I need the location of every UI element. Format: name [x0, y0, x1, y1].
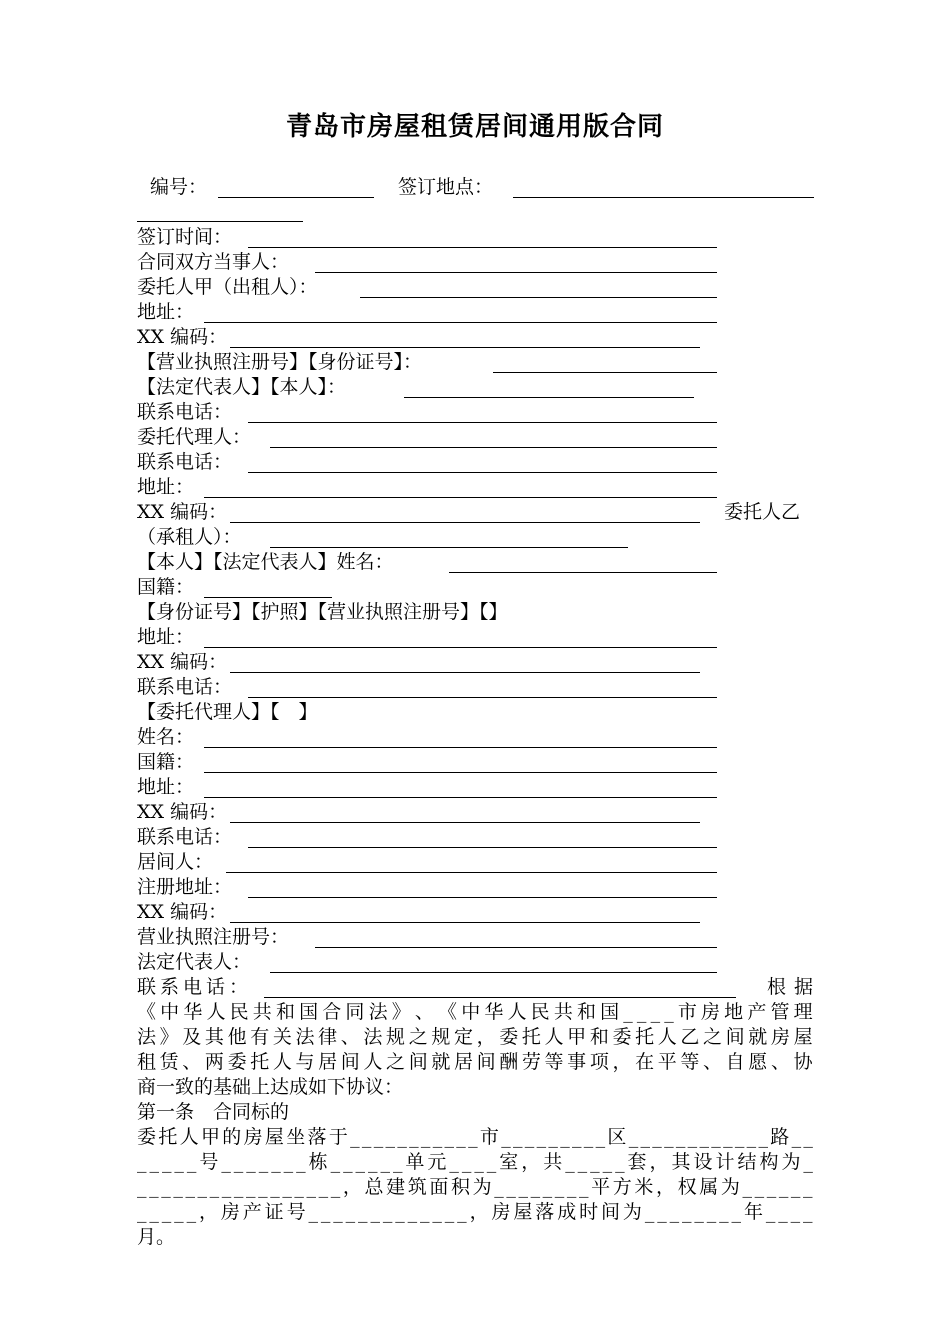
party-b-label-end: （承租人）：	[137, 526, 242, 548]
broker-rep-label: 法定代表人：	[137, 951, 252, 973]
article1-heading: 第一条 合同标的	[137, 1101, 290, 1123]
broker-license-label: 营业执照注册号：	[137, 926, 290, 948]
zip-a-label: XX 编码：	[137, 326, 228, 348]
article1-line4: _ _ _ _ _ ， 房 产 证 号 _ _ _ _ _ _ _ _ _ _ _ _ _ ， 房 屋 落 成 时 间 为 _ _ _ _ _ _ _ _ 年 _ _ _ _	[137, 1201, 813, 1223]
address-b-label: 地址：	[137, 626, 195, 648]
phone-agent-a-label: 联系电话：	[137, 451, 233, 473]
article1-line3: _ _ _ _ _ _ _ _ _ _ _ _ _ _ _ _ _ ， 总 建 筑 面 积 为 _ _ _ _ _ _ _ _ 平 方 米 ， 权 属 为 _ _ _ _ _ _	[137, 1176, 813, 1198]
agent-b-name-label: 姓名：	[137, 726, 195, 748]
number-blank[interactable]	[218, 196, 374, 198]
nation-b-blank[interactable]	[204, 596, 332, 598]
agent-b-label: 【委托代理人】【 】	[137, 701, 318, 723]
party-b-label-start: 委托人乙	[724, 501, 801, 523]
broker-rep-blank[interactable]	[270, 971, 717, 973]
name-b-blank[interactable]	[449, 571, 717, 573]
agent-a-label: 委托代理人：	[137, 426, 252, 448]
article1-line1: 委 托 人 甲 的 房 屋 坐 落 于 _ _ _ _ _ _ _ _ _ _ _ 市 _ _ _ _ _ _ _ _ _ 区 _ _ _ _ _ _ _ _ _ _ _ _ 路 _ _	[137, 1126, 813, 1148]
id-b-label: 【身份证号】【护照】【营业执照注册号】【】	[137, 601, 508, 623]
license-a-blank[interactable]	[493, 371, 717, 373]
zip-b-blank[interactable]	[230, 671, 700, 673]
article1-line2: _ _ _ _ _ 号 _ _ _ _ _ _ _ 栋 _ _ _ _ _ _ 单 元 _ _ _ _ 室 ， 共 _ _ _ _ _ 套 ， 其 设 计 结 构 为 _	[137, 1151, 813, 1173]
phone-agent-a-blank[interactable]	[248, 471, 717, 473]
parties-blank[interactable]	[315, 271, 717, 273]
phone-b-blank[interactable]	[248, 696, 717, 698]
sign-place-blank[interactable]	[513, 196, 814, 198]
sign-time-blank[interactable]	[248, 246, 717, 248]
party-b-blank[interactable]	[270, 546, 628, 548]
agent-b-nation-label: 国籍：	[137, 751, 195, 773]
phone-a-label: 联系电话：	[137, 401, 233, 423]
broker-phone-label: 联系电话：	[137, 976, 253, 998]
name-b-label: 【本人】【法定代表人】姓名：	[137, 551, 394, 573]
agent-b-phone-label: 联系电话：	[137, 826, 233, 848]
sign-place-blank-cont[interactable]	[137, 220, 303, 222]
broker-license-blank[interactable]	[315, 946, 717, 948]
broker-zip-label: XX 编码：	[137, 901, 228, 923]
license-a-label: 【营业执照注册号】【身份证号】：	[137, 351, 423, 373]
agent-b-zip-label: XX 编码：	[137, 801, 228, 823]
article1-line5: 月。	[137, 1226, 176, 1248]
address-a-label: 地址：	[137, 301, 195, 323]
zip-agent-a-label: XX 编码：	[137, 501, 228, 523]
nation-b-label: 国籍：	[137, 576, 195, 598]
agent-b-phone-blank[interactable]	[248, 846, 717, 848]
agent-b-address-label: 地址：	[137, 776, 195, 798]
sign-time-label: 签订时间：	[137, 226, 233, 248]
according-text: 根据	[767, 976, 822, 998]
agent-a-blank[interactable]	[270, 446, 717, 448]
zip-b-label: XX 编码：	[137, 651, 228, 673]
sign-place-label: 签订地点：	[398, 176, 494, 198]
phone-a-blank[interactable]	[248, 421, 717, 423]
address-agent-a-label: 地址：	[137, 476, 195, 498]
address-agent-a-blank[interactable]	[204, 496, 717, 498]
phone-b-label: 联系电话：	[137, 676, 233, 698]
para1-line2: 法 》 及 其 他 有 关 法 律 、 法 规 之 规 定 ， 委 托 人 甲 和 委 托 人 乙 之 间 就 房 屋	[137, 1026, 813, 1048]
rep-a-label: 【法定代表人】【本人】：	[137, 376, 347, 398]
zip-a-blank[interactable]	[230, 346, 700, 348]
agent-b-zip-blank[interactable]	[230, 821, 700, 823]
broker-label: 居间人：	[137, 851, 214, 873]
party-a-label: 委托人甲（出租人）：	[137, 276, 318, 298]
para1-line1: 《 中 华 人 民 共 和 国 合 同 法 》 、 《 中 华 人 民 共 和 国 _ _ _ _ 市 房 地 产 管 理	[137, 1001, 813, 1023]
address-b-blank[interactable]	[204, 646, 717, 648]
number-label: 编号：	[150, 176, 208, 198]
agent-b-address-blank[interactable]	[204, 796, 717, 798]
para1-line4: 商一致的基础上达成如下协议：	[137, 1076, 404, 1098]
zip-agent-a-blank[interactable]	[230, 521, 700, 523]
broker-blank[interactable]	[226, 871, 717, 873]
broker-phone-blank[interactable]	[264, 996, 736, 998]
agent-b-nation-blank[interactable]	[204, 771, 717, 773]
parties-label: 合同双方当事人：	[137, 251, 290, 273]
rep-a-blank[interactable]	[404, 396, 694, 398]
broker-zip-blank[interactable]	[230, 921, 700, 923]
reg-address-label: 注册地址：	[137, 876, 233, 898]
address-a-blank[interactable]	[204, 321, 717, 323]
agent-b-name-blank[interactable]	[204, 746, 717, 748]
page-title: 青岛市房屋租赁居间通用版合同	[285, 112, 664, 142]
reg-address-blank[interactable]	[248, 896, 717, 898]
party-a-blank[interactable]	[360, 296, 717, 298]
para1-line3: 租 赁 、 两 委 托 人 与 居 间 人 之 间 就 居 间 酬 劳 等 事 项 ， 在 平 等 、 自 愿 、 协	[137, 1051, 813, 1073]
